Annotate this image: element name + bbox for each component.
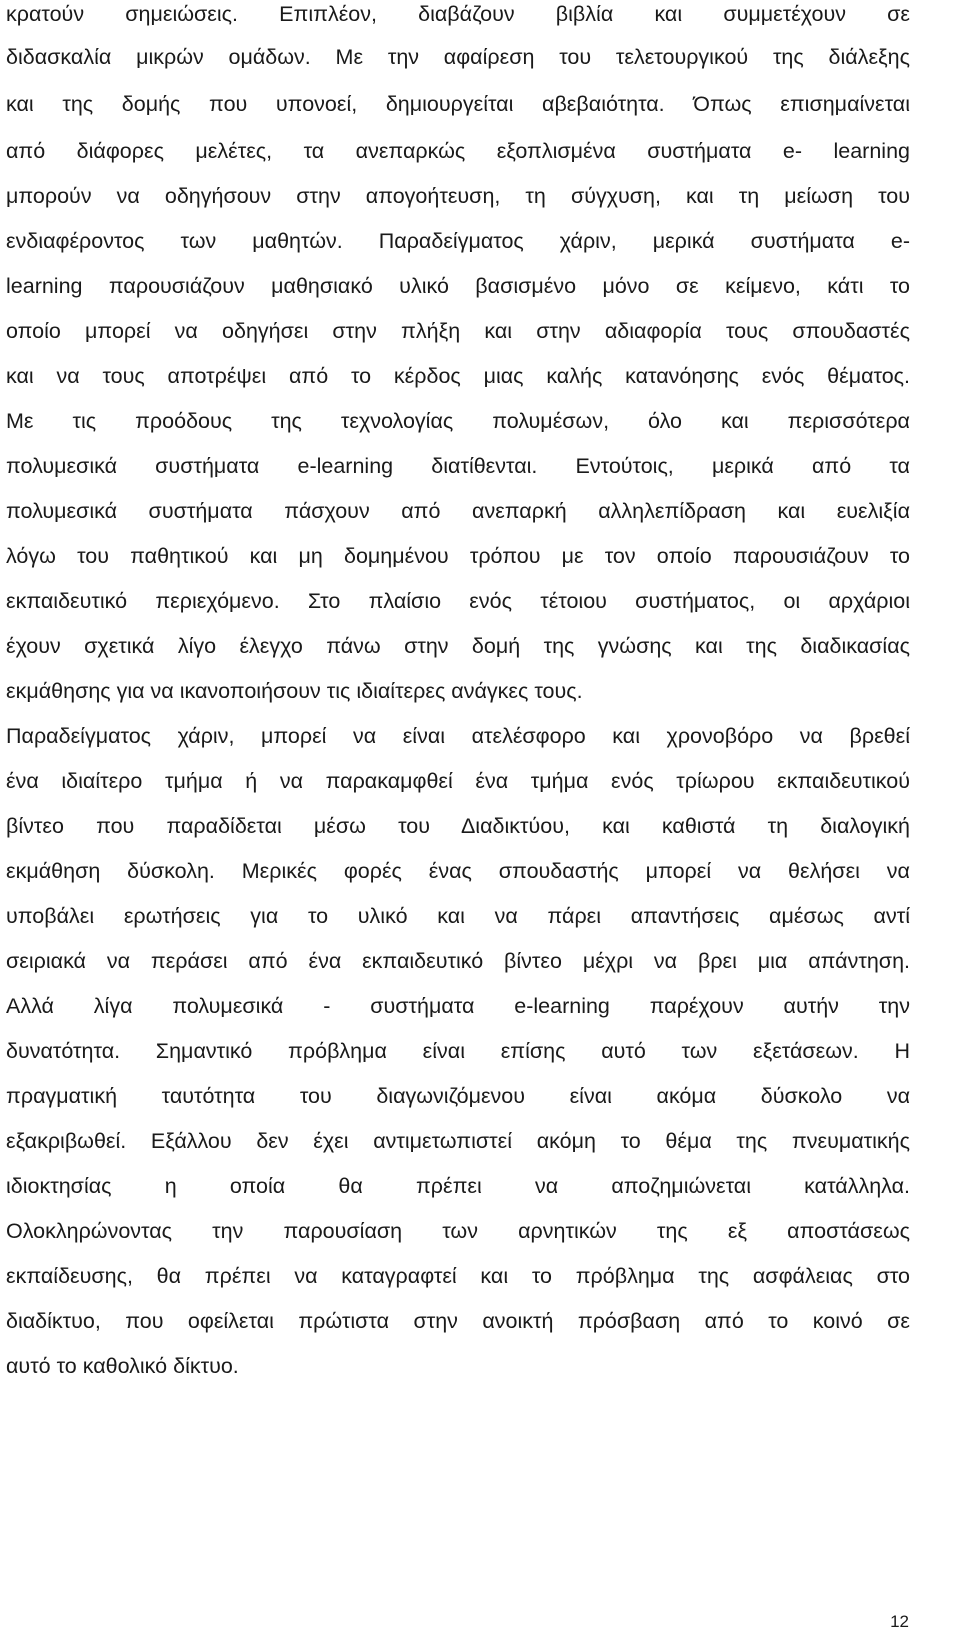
text-line: και της δομής που υπονοεί, δημιουργείται αβεβαιότητα. Όπως επισημαίνεται: [6, 92, 910, 116]
text-line: πολυμεσικά συστήματα πάσχουν από ανεπαρκή αλληλεπίδραση και ευελιξία: [6, 499, 910, 523]
text-line: οποίο μπορεί να οδηγήσει στην πλήξη και στην αδιαφορία τους σπουδαστές: [6, 319, 910, 343]
text-line: βίντεο που παραδίδεται μέσω του Διαδικτύου, και καθιστά τη διαλογική: [6, 814, 910, 838]
text-line: learning παρουσιάζουν μαθησιακό υλικό βασισμένο μόνο σε κείμενο, κάτι το: [6, 274, 910, 298]
text-line: και να τους αποτρέψει από το κέρδος μιας καλής κατανόησης ενός θέματος.: [6, 364, 910, 388]
text-line: αυτό το καθολικό δίκτυο.: [6, 1354, 239, 1378]
text-line: πραγματική ταυτότητα του διαγωνιζόμενου είναι ακόμα δύσκολο να: [6, 1084, 910, 1108]
text-line: έχουν σχετικά λίγο έλεγχο πάνω στην δομή της γνώσης και της διαδικασίας: [6, 634, 910, 658]
text-line: εξακριβωθεί. Εξάλλου δεν έχει αντιμετωπιστεί ακόμη το θέμα της πνευματικής: [6, 1129, 910, 1153]
text-line: Ολοκληρώνοντας την παρουσίαση των αρνητικών της εξ αποστάσεως: [6, 1219, 910, 1243]
text-line: ιδιοκτησίας η οποία θα πρέπει να αποζημιώνεται κατάλληλα.: [6, 1174, 910, 1198]
text-line: κρατούν σημειώσεις. Επιπλέον, διαβάζουν βιβλία και συμμετέχουν σε: [6, 2, 910, 26]
text-line: ένα ιδιαίτερο τμήμα ή να παρακαμφθεί ένα τμήμα ενός τρίωρου εκπαιδευτικού: [6, 769, 910, 793]
text-line: διαδίκτυο, που οφείλεται πρώτιστα στην ανοικτή πρόσβαση από το κοινό σε: [6, 1309, 910, 1333]
text-line: υποβάλει ερωτήσεις για το υλικό και να πάρει απαντήσεις αμέσως αντί: [6, 904, 910, 928]
text-line: Αλλά λίγα πολυμεσικά - συστήματα e-learning παρέχουν αυτήν την: [6, 994, 910, 1018]
text-line: εκμάθηση δύσκολη. Μερικές φορές ένας σπουδαστής μπορεί να θελήσει να: [6, 859, 910, 883]
text-line: εκπαίδευσης, θα πρέπει να καταγραφτεί και το πρόβλημα της ασφάλειας στο: [6, 1264, 910, 1288]
text-line: από διάφορες μελέτες, τα ανεπαρκώς εξοπλισμένα συστήματα e- learning: [6, 139, 910, 163]
text-line: δυνατότητα. Σημαντικό πρόβλημα είναι επίσης αυτό των εξετάσεων. Η: [6, 1039, 910, 1063]
page-number: 12: [890, 1612, 909, 1631]
text-line: διδασκαλία μικρών ομάδων. Με την αφαίρεση του τελετουργικού της διάλεξης: [6, 45, 910, 69]
text-line: πολυμεσικά συστήματα e-learning διατίθενται. Εντούτοις, μερικά από τα: [6, 454, 910, 478]
text-line: εκπαιδευτικό περιεχόμενο. Στο πλαίσιο ενός τέτοιου συστήματος, οι αρχάριοι: [6, 589, 910, 613]
text-line: Παραδείγματος χάριν, μπορεί να είναι ατελέσφορο και χρονοβόρο να βρεθεί: [6, 724, 910, 748]
text-line: λόγω του παθητικού και μη δομημένου τρόπου με τον οποίο παρουσιάζουν το: [6, 544, 910, 568]
text-line: εκμάθησης για να ικανοποιήσουν τις ιδιαίτερες ανάγκες τους.: [6, 679, 583, 703]
text-line: Με τις προόδους της τεχνολογίας πολυμέσων, όλο και περισσότερα: [6, 409, 910, 433]
text-line: ενδιαφέροντος των μαθητών. Παραδείγματος χάριν, μερικά συστήματα e-: [6, 229, 910, 253]
text-line: σειριακά να περάσει από ένα εκπαιδευτικό βίντεο μέχρι να βρει μια απάντηση.: [6, 949, 910, 973]
text-line: μπορούν να οδηγήσουν στην απογοήτευση, τη σύγχυση, και τη μείωση του: [6, 184, 910, 208]
